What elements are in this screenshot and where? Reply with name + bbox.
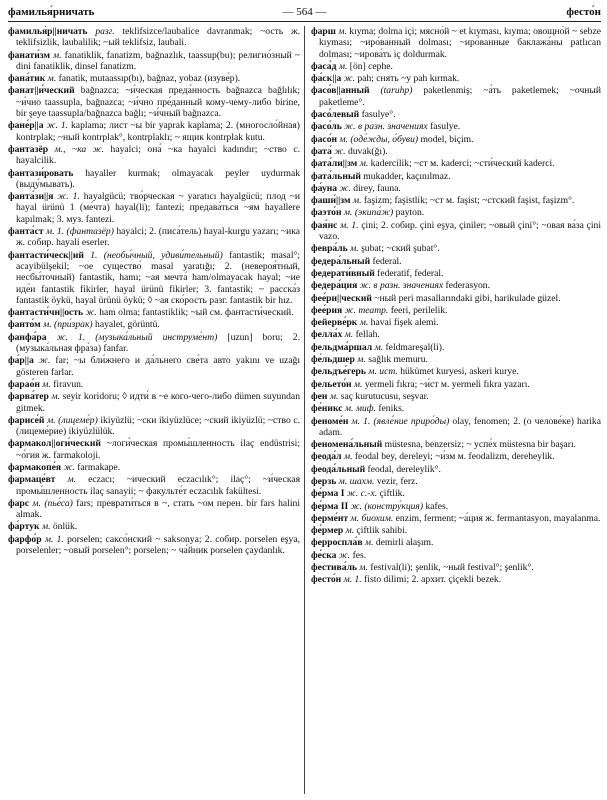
entry-definition: feodal bey, dereleyi; ~и́зм м. feodalizm, dereheylik.: [352, 451, 555, 463]
entry-grammar: м.: [336, 60, 348, 72]
entry-headword: фарисе́й: [8, 414, 45, 426]
dictionary-entry: [8, 250, 300, 306]
dictionary-entry: [311, 379, 601, 390]
dictionary-entry: [8, 332, 300, 355]
dictionary-entry: [8, 85, 300, 119]
entry-definition: model, biçim.: [418, 133, 474, 145]
entry-definition: bağnazca; ~и́ческая преда́нность bağnazca bağlılık; ~и́чно taassupla, bağnazca; ~и́чно пре́данный кому-чему-либо birine, bir şeye taassupla/bağnazca bağlı; ~и́чный bağnazca.: [16, 85, 300, 120]
entry-grammar: ж. с.-х.: [344, 488, 378, 500]
entry-grammar: м.: [351, 378, 363, 390]
dictionary-entry: [8, 391, 300, 414]
dictionary-entry: [8, 307, 300, 318]
dictionary-entry: [311, 109, 601, 120]
entry-headword: фельдъе́герь: [311, 366, 366, 378]
entry-headword: фая́нс: [311, 219, 338, 231]
entry-headword: фата́: [311, 145, 332, 157]
dictionary-entry: [311, 73, 601, 84]
dictionary-entry: [8, 462, 300, 473]
entry-definition: fars; преврати́ться в ~, стать ~ом перен. bir fars halini almak.: [16, 497, 300, 521]
entry-grammar: ж.: [83, 307, 97, 319]
entry-definition: olay, fenomen; 2. (о челове́ке) harika adam.: [319, 415, 601, 438]
entry-definition: far; ~ы бли́жнего и да́льнего све́та авто yakını ve uzağı gösteren farlar.: [16, 355, 300, 378]
entry-definition: kafes.: [423, 500, 449, 512]
dictionary-entry: [8, 26, 300, 49]
dictionary-entry: [8, 226, 300, 249]
entry-grammar: м. биохим.: [348, 512, 394, 524]
dictionary-entry: [311, 317, 601, 328]
dictionary-entry: [311, 513, 601, 524]
entry-headword: фе́рма I: [311, 488, 345, 500]
entry-headword: фарва́тер: [8, 391, 49, 403]
dictionary-entry: [311, 525, 601, 536]
entry-definition: festival(li); şenlik, ~ный festival°; şenlik°.: [367, 562, 534, 574]
dictionary-entry: [311, 476, 601, 487]
entry-grammar: разг.: [87, 26, 115, 37]
entry-headword: фармакопе́я: [8, 461, 62, 473]
dictionary-entry: [311, 574, 601, 585]
entry-headword: фее́рия: [311, 304, 343, 316]
entry-grammar: ж. 1.: [43, 120, 69, 132]
dictionary-entry: [8, 415, 300, 438]
entry-definition: ~ный peri masallarındaki gibi, harikulade güzel.: [371, 292, 561, 304]
entry-definition: farmakape.: [74, 461, 121, 473]
entry-grammar: м. 1. (явле́ние приро́ды): [348, 415, 450, 427]
entry-grammar: м.: [357, 317, 369, 329]
dictionary-entry: [8, 73, 300, 84]
entry-grammar: м.: [357, 158, 369, 170]
entry-grammar: м.: [48, 391, 60, 403]
page-header: [8, 4, 601, 20]
entry-definition: fellah.: [353, 329, 380, 341]
dictionary-entry: [8, 498, 300, 521]
entry-grammar: м. (при́зрак): [40, 319, 93, 331]
dictionary-entry: [8, 50, 300, 73]
entry-headword: фе́рма II: [311, 500, 349, 512]
dictionary-entry: [8, 438, 300, 461]
entry-definition: vezir, ferz.: [374, 475, 418, 487]
entry-definition: enzim, ferment; ~а́ция ж. fermantasyon, mayalanma.: [393, 512, 601, 524]
entry-definition: teklifsizce/laubalice davranmak; ~ость ж. teklifsizlik, laubalilik; ~ый teklifsiz, laubali.: [16, 26, 300, 49]
entry-headword: ферме́нт: [311, 512, 349, 524]
entry-definition: hükümet kuryesi, askeri kurye.: [397, 366, 519, 378]
entry-headword: фата́ли||зм: [311, 158, 358, 170]
entry-grammar: м. шахм.: [336, 475, 375, 487]
entry-grammar: м.: [341, 451, 353, 463]
dictionary-entry: [311, 26, 601, 60]
dictionary-entry: [311, 451, 601, 462]
entry-headword: фанат||и́ческий: [8, 85, 75, 97]
entry-grammar: ж.: [61, 461, 75, 473]
entry-headword: фантази́ровать: [8, 167, 74, 179]
entry-headword: фельето́н: [311, 378, 352, 390]
entry-headword: федера́льный: [311, 255, 371, 267]
dictionary-entry: [311, 85, 601, 108]
entry-definition: feniks.: [375, 403, 405, 415]
dictionary-entry: [311, 464, 601, 475]
header-rule: [8, 21, 601, 22]
entry-headword: фе́рмер: [311, 525, 344, 537]
entry-grammar: м.: [39, 521, 51, 533]
dictionary-entry: [311, 329, 601, 340]
dictionary-entry: [311, 293, 601, 304]
entry-headword: фасо́в||анный: [311, 85, 370, 97]
entry-definition: hayaller kurmak; olmayacak peyler uydurmak (выду́мывать).: [16, 167, 300, 190]
entry-grammar: ж. 1.: [53, 191, 80, 203]
entry-headword: фе́льдшер: [311, 354, 355, 366]
entry-headword: фантазёр: [8, 143, 49, 155]
entry-headword: фасо́левый: [311, 109, 360, 121]
entry-grammar: ж.: [336, 549, 351, 561]
entry-grammar: ж. театр.: [342, 304, 389, 316]
header-first-headword: фамилья́рничать: [8, 6, 95, 18]
entry-grammar: м.: [347, 243, 359, 255]
dictionary-entry: [311, 61, 601, 72]
dictionary-entry: [311, 207, 601, 218]
entry-headword: фарфо́р: [8, 533, 42, 545]
entry-grammar: м. 1.: [41, 533, 64, 545]
entry-definition: hayalet, görüntü.: [92, 319, 160, 331]
entry-grammar: м. миф.: [342, 403, 376, 415]
entry-grammar: м.: [354, 354, 366, 366]
dictionary-entry: [8, 120, 300, 143]
entry-definition: feeri, perilelik.: [388, 304, 448, 316]
entry-headword: фармаце́вт: [8, 474, 56, 486]
entry-headword: фане́р||а: [8, 120, 44, 132]
entry-headword: фее́ри||ческий: [311, 292, 372, 304]
entry-definition: önlük.: [50, 521, 78, 533]
entry-grammar: м. 1.: [337, 219, 359, 231]
right-column: [304, 26, 601, 794]
entry-definition: eczacı; ~ический eczacılık°; ilaç°; ~и́ческая промы́шленность ilaç sanayii; ~ факульте́т eczacılık fakültesi.: [16, 474, 300, 497]
dictionary-entry: [311, 416, 601, 439]
entry-grammar: м.: [39, 378, 51, 390]
entry-headword: ферзь: [311, 475, 337, 487]
entry-grammar: м.: [362, 537, 374, 549]
entry-definition: fasulye°.: [359, 109, 396, 121]
entry-grammar: м.: [342, 329, 354, 341]
dictionary-entry: [311, 501, 601, 512]
dictionary-entry: [311, 280, 601, 291]
entry-grammar: ж. 1. (музыка́льный инструме́нт): [46, 331, 218, 343]
entry-headword: фен: [311, 390, 328, 402]
entry-definition: hayalci; она́ ~ка hayalci kadındır; ~ство с. hayalcilik.: [16, 143, 300, 167]
entry-grammar: м.: [55, 474, 76, 486]
entry-headword: фе́ска: [311, 549, 337, 561]
entry-grammar: м. (пье́са): [29, 497, 73, 509]
entry-grammar: м.: [343, 525, 355, 537]
entry-headword: федера́ция: [311, 280, 358, 292]
dictionary-entry: [311, 134, 601, 145]
entry-grammar: м. (оде́жды, о́буви): [337, 133, 419, 145]
entry-definition: federatif, federal.: [374, 267, 444, 279]
left-column: [8, 26, 300, 794]
entry-headword: фанта́ст: [8, 226, 44, 238]
entry-definition: hayalgücü; тво́рческая ~ yaratıcı hayalgücü; плод ~и hayal ürünü 1 (ме́чта) hayal(li); fantezi; предава́ться ~ям hayallere kapılmak; 3. муз. fantezi.: [16, 191, 300, 225]
dictionary-entry: [8, 319, 300, 330]
dictionary-entry: [311, 354, 601, 365]
entry-definition: çiftlik.: [377, 488, 405, 500]
entry-grammar: м. ист.: [365, 366, 398, 378]
entry-headword: фанто́м: [8, 319, 41, 331]
entry-grammar: м. (лицеме́р): [44, 414, 98, 426]
dictionary-entry: [311, 220, 601, 243]
entry-definition: yermeli fıkra; ~и́ст м. yermeli fıkra yazarı.: [362, 378, 530, 390]
dictionary-entry: [311, 146, 601, 157]
entry-definition: sağlık memuru.: [365, 354, 428, 366]
entry-headword: фа́уна: [311, 182, 338, 194]
entry-headword: фаши́||зм: [311, 195, 351, 207]
entry-definition: kıyma; dolma içi; мясно́й ~ et kıyması, kıyma; овощно́й ~ sebze kıyması; ~иро́ванный dolması; ~иро́ванные баклажа́ны patlıcan dolması; ~ирова́ть iç doldurmak.: [319, 26, 601, 60]
dictionary-entry: [311, 256, 601, 267]
entry-headword: фелла́х: [311, 329, 343, 341]
entry-definition: fanatiklik, fanatizm, bağnazlık, taassup(bu); религио́зный ~ dini fanatiklik, dinsel fanatizm.: [16, 49, 300, 72]
entry-headword: фестива́ль: [311, 562, 358, 574]
entry-headword: феномена́льный: [311, 439, 383, 451]
entry-grammar: м.: [335, 26, 347, 37]
entry-definition: ikiyüzlü; ~ски ikiyüzlüce; ~ский ikiyüzlü; ~ство с. (лицеме́рие) ikiyüzlülük.: [16, 414, 300, 438]
entry-definition: ham olma; fantastiklik; ~ый см. фантасти́ческий.: [96, 307, 294, 319]
dictionary-entry: [311, 268, 601, 279]
entry-headword: фарс: [8, 497, 30, 509]
entry-definition: kadercilik; ~ст м. kaderci; ~сти́ческий kaderci.: [368, 158, 555, 170]
entry-definition: fanatik, mutaassıp(bı), bağnaz, yobaz (изуве́р).: [56, 73, 241, 85]
entry-headword: фа́р||а: [8, 355, 34, 367]
dictionary-entry: [311, 121, 601, 132]
entry-headword: фельдма́ршал: [311, 341, 373, 353]
entry-definition: demirli alaşım.: [373, 537, 434, 549]
entry-grammar: м.: [45, 73, 57, 85]
entry-definition: porselen; саксо́нский ~ saksonya; 2. собир. porselen eşya, porselenler; ~овый porselen°; porselen; ~ ча́йник porselen çaydanlık.: [16, 533, 300, 557]
entry-headword: фа́ск||а: [311, 73, 342, 85]
entry-headword: фасо́ль: [311, 121, 342, 133]
dictionary-entry: [8, 191, 300, 225]
entry-headword: фарш: [311, 26, 336, 37]
entry-headword: фарао́н: [8, 378, 40, 390]
entry-grammar: м.: [357, 562, 368, 574]
dictionary-entry: [311, 562, 601, 573]
entry-grammar: м.: [327, 390, 339, 402]
entry-grammar: м., ~ка ж.: [48, 143, 105, 155]
entry-grammar: ж.: [337, 182, 351, 194]
dictionary-entry: [311, 195, 601, 206]
entry-headword: фанфа́ра: [8, 331, 47, 343]
entry-definition: çini; 2. собир. çini eşya, çiniler; ~овый çini°; ~овая ва́за çini vazo.: [319, 219, 601, 243]
entry-definition: duvak(ğı).: [345, 145, 388, 157]
entry-headword: фантасти́чн||ость: [8, 307, 84, 319]
entry-grammar: ж. в разн. значениях: [357, 280, 444, 292]
dictionary-entry: [311, 171, 601, 182]
entry-definition: payton.: [393, 207, 425, 219]
entry-headword: фасо́н: [311, 133, 338, 145]
entry-grammar: м.: [50, 49, 62, 61]
entry-definition: fisto dilimi; 2. архит. çiçekli bezek.: [361, 574, 502, 586]
entry-grammar: м. 1.: [341, 574, 362, 586]
dictionary-entry: [8, 474, 300, 497]
entry-definition: federal.: [370, 255, 402, 267]
entry-grammar: м. (экипа́ж): [341, 207, 394, 219]
entry-headword: фанати́зм: [8, 49, 51, 61]
entry-headword: феноме́н: [311, 415, 349, 427]
entry-definition: müstesna, benzersiz; ~ успе́х müstesna bir başarı.: [382, 439, 577, 451]
entry-definition: kaplama; лист ~ы bir yaprak kaplama; 2. (многосло́йная) kontrplak; ~ный kontrplak°, kontrplaklı; ~ ящик kontrplak kutu.: [16, 120, 300, 143]
entry-headword: фантасти́ческ||ий: [8, 249, 84, 261]
entry-headword: фармакол||оги́ческий: [8, 438, 101, 450]
entry-definition: [ön] cephe.: [347, 60, 393, 72]
header-last-headword: фесто́н: [566, 6, 601, 18]
entry-headword: фата́льный: [311, 170, 361, 182]
entry-headword: фа́ртук: [8, 521, 40, 533]
entry-headword: фейерве́рк: [311, 317, 358, 329]
entry-grammar: ж. в разн. значениях: [341, 121, 428, 133]
page-number: — 564 —: [282, 6, 327, 18]
entry-grammar: м. 1. (фантазёр): [43, 226, 114, 238]
entry-grammar: (taruhp): [369, 85, 413, 97]
entry-definition: seyir koridoru; ◊ идти́ в ~е кого-чего-либо dümen suyundan gitmek.: [16, 391, 300, 414]
entry-headword: федерати́вный: [311, 267, 375, 279]
entry-grammar: ж. (констру́кция): [348, 500, 424, 512]
entry-headword: фе́никс: [311, 403, 343, 415]
dictionary-entry: [311, 158, 601, 169]
entry-headword: феода́л: [311, 451, 342, 463]
entry-grammar: 1. (необы́чный, удиви́тельный): [83, 249, 223, 261]
entry-definition: mukadder, kaçınılmaz.: [360, 170, 451, 182]
columns: [8, 26, 601, 794]
entry-definition: firavun.: [50, 378, 84, 390]
entry-definition: çiftlik sahibi.: [354, 525, 408, 537]
entry-grammar: ж.: [341, 73, 355, 85]
entry-definition: hayalci; 2. (писа́тель) hayal-kurgu yazarı; ~ика ж. собир. hayali eserler.: [16, 226, 300, 249]
dictionary-entry: [311, 305, 601, 316]
dictionary-entry: [311, 550, 601, 561]
entry-definition: [uzun] boru; 2. (музыка́льная фра́за) fanfar.: [16, 331, 300, 355]
entry-definition: paketlenmiş; ~а́ть paketlemek; ~очный paketleme°.: [319, 85, 601, 108]
entry-definition: fes.: [350, 549, 367, 561]
entry-definition: pah; снять ~у pah kırmak.: [354, 73, 460, 85]
entry-definition: feodal, dereleylik°.: [365, 463, 441, 475]
dictionary-entry: [8, 521, 300, 532]
dictionary-entry: [8, 379, 300, 390]
entry-headword: фамилья́р||ничать: [8, 26, 88, 37]
entry-headword: фана́тик: [8, 73, 46, 85]
entry-headword: ферроспла́в: [311, 537, 363, 549]
dictionary-entry: [311, 403, 601, 414]
entry-definition: direy, fauna.: [350, 182, 401, 194]
entry-definition: fasulye.: [427, 121, 461, 133]
dictionary-entry: [311, 439, 601, 450]
entry-headword: фаэто́н: [311, 207, 342, 219]
entry-headword: фанта́зи||я: [8, 191, 54, 203]
dictionary-entry: [8, 355, 300, 378]
entry-grammar: м.: [372, 341, 384, 353]
entry-definition: ~логи́ческая промы́шленность ilaç endüstrisi; ~о́гия ж. farmakoloji.: [16, 438, 300, 461]
dictionary-entry: [8, 534, 300, 557]
dictionary-entry: [311, 183, 601, 194]
dictionary-entry: [311, 537, 601, 548]
entry-headword: феода́льный: [311, 463, 366, 475]
dictionary-entry: [311, 342, 601, 353]
entry-definition: şubat; ~ский şubat°.: [358, 243, 440, 255]
entry-headword: фаса́д: [311, 60, 337, 72]
entry-headword: февра́ль: [311, 243, 348, 255]
dictionary-entry: [311, 366, 601, 377]
entry-definition: feldmareşal(li).: [383, 341, 445, 353]
entry-grammar: м.: [350, 195, 362, 207]
entry-grammar: ж.: [33, 355, 51, 367]
entry-definition: federasyon.: [443, 280, 491, 292]
dictionary-entry: [8, 144, 300, 167]
entry-definition: saç kurutucusu, seşvar.: [338, 390, 429, 402]
dictionary-entry: [311, 391, 601, 402]
entry-definition: havai fişek alemi.: [368, 317, 439, 329]
dictionary-entry: [311, 243, 601, 254]
entry-grammar: ж.: [331, 145, 346, 157]
dictionary-entry: [311, 488, 601, 499]
entry-definition: faşizm; faşistlik; ~ст м. faşist; ~стский faşist, faşizm°.: [361, 195, 575, 207]
entry-headword: фесто́н: [311, 574, 342, 586]
dictionary-entry: [8, 168, 300, 191]
entry-definition: fantastik; masal°; acayibülşekil; ~ое существо́ masal yaratığı; 2. (невероя́тный, несбы́точный) fantastik, hamı; ~ая мечта́ ham/olmayacak hayal; ~ие иде́и fantastik fikirler, hayal ürünü fikirler; 3. fantastik; ~ расска́з fantastik öykü, hayal ürünü öykü; ◊ ~ая ско́рость разг. fantastik bir hız.: [16, 249, 300, 306]
